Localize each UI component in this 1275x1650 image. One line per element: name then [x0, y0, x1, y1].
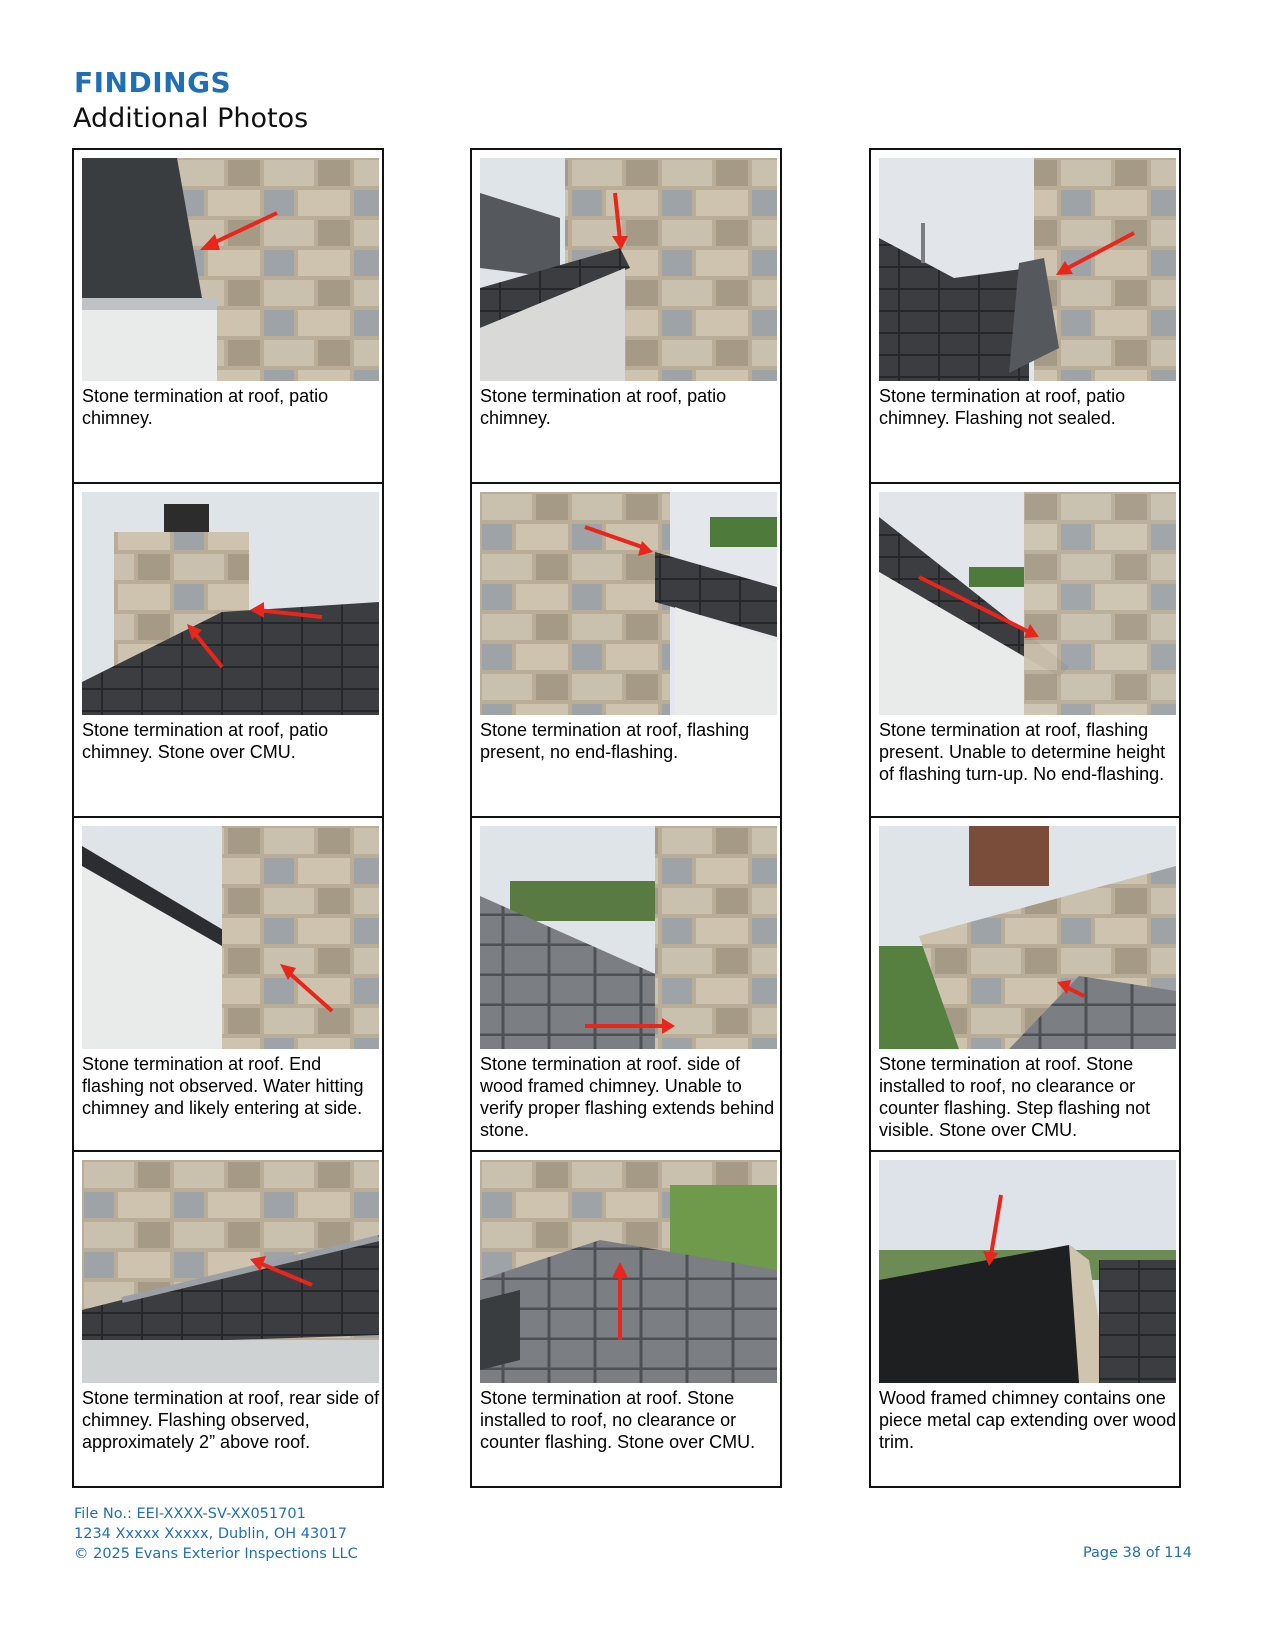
photo-chimney-roof-11 — [480, 1160, 777, 1383]
photo-caption: Stone termination at roof, patio chimney. Flashing not sealed. — [879, 386, 1126, 428]
photo-chimney-roof-2 — [480, 158, 777, 381]
photo-cell — [472, 1152, 780, 1486]
photo-cell — [871, 484, 1179, 818]
photo-chimney-roof-8 — [480, 826, 777, 1049]
photo-cell — [472, 818, 780, 1152]
page-subtitle: Additional Photos — [73, 103, 309, 134]
page-number: Page 38 of 114 — [1082, 1545, 1192, 1561]
photo-caption: Stone termination at roof. Stone installed to roof, no clearance or counter flashing. Stone over CMU. — [480, 1388, 756, 1452]
copyright: © 2025 Evans Exterior Inspections LLC — [74, 1546, 358, 1562]
photo-cell — [871, 818, 1179, 1152]
photo-caption: Stone termination at roof, patio chimney. — [82, 386, 329, 428]
photo-chimney-roof-4 — [82, 492, 379, 715]
photo-caption: Stone termination at roof. side of wood framed chimney. Unable to verify proper flashing extends behind stone. — [480, 1054, 775, 1140]
photo-cell — [74, 484, 382, 818]
photo-chimney-roof-1 — [82, 158, 379, 381]
file-number: File No.: EEI-XXXX-SV-XX051701 — [74, 1506, 306, 1522]
photo-caption: Stone termination at roof, flashing present. Unable to determine height of flashing turn-up. No end-flashing. — [879, 720, 1166, 784]
photo-caption: Stone termination at roof, patio chimney. — [480, 386, 727, 428]
photo-cell — [472, 484, 780, 818]
property-address: 1234 Xxxxx Xxxxx, Dublin, OH 43017 — [74, 1526, 347, 1542]
photo-caption: Stone termination at roof. End flashing not observed. Water hitting chimney and likely entering at side. — [82, 1054, 364, 1118]
photo-chimney-roof-5 — [480, 492, 777, 715]
page-title: FINDINGS — [74, 66, 232, 99]
photo-cell — [74, 150, 382, 484]
photo-caption: Stone termination at roof. Stone installed to roof, no clearance or counter flashing. Step flashing not visible. Stone over CMU. — [879, 1054, 1151, 1140]
photo-cell — [74, 818, 382, 1152]
photo-caption: Wood framed chimney contains one piece metal cap extending over wood trim. — [879, 1388, 1177, 1452]
photo-cell — [74, 1152, 382, 1486]
photo-cell — [871, 150, 1179, 484]
photo-cell — [472, 150, 780, 484]
photo-caption: Stone termination at roof, rear side of chimney. Flashing observed, approximately 2” above roof. — [82, 1388, 380, 1452]
photo-caption: Stone termination at roof, flashing present, no end-flashing. — [480, 720, 750, 762]
photo-chimney-roof-10 — [82, 1160, 379, 1383]
photo-column-left — [72, 148, 384, 1488]
photo-chimney-roof-3 — [879, 158, 1176, 381]
photo-chimney-roof-7 — [82, 826, 379, 1049]
photo-caption: Stone termination at roof, patio chimney. Stone over CMU. — [82, 720, 329, 762]
footer-info — [74, 1504, 358, 1564]
photo-cell — [871, 1152, 1179, 1486]
photo-column-right — [869, 148, 1181, 1488]
photo-chimney-roof-9 — [879, 826, 1176, 1049]
photo-chimney-roof-6 — [879, 492, 1176, 715]
photo-column-middle — [470, 148, 782, 1488]
photo-chimney-roof-12 — [879, 1160, 1176, 1383]
